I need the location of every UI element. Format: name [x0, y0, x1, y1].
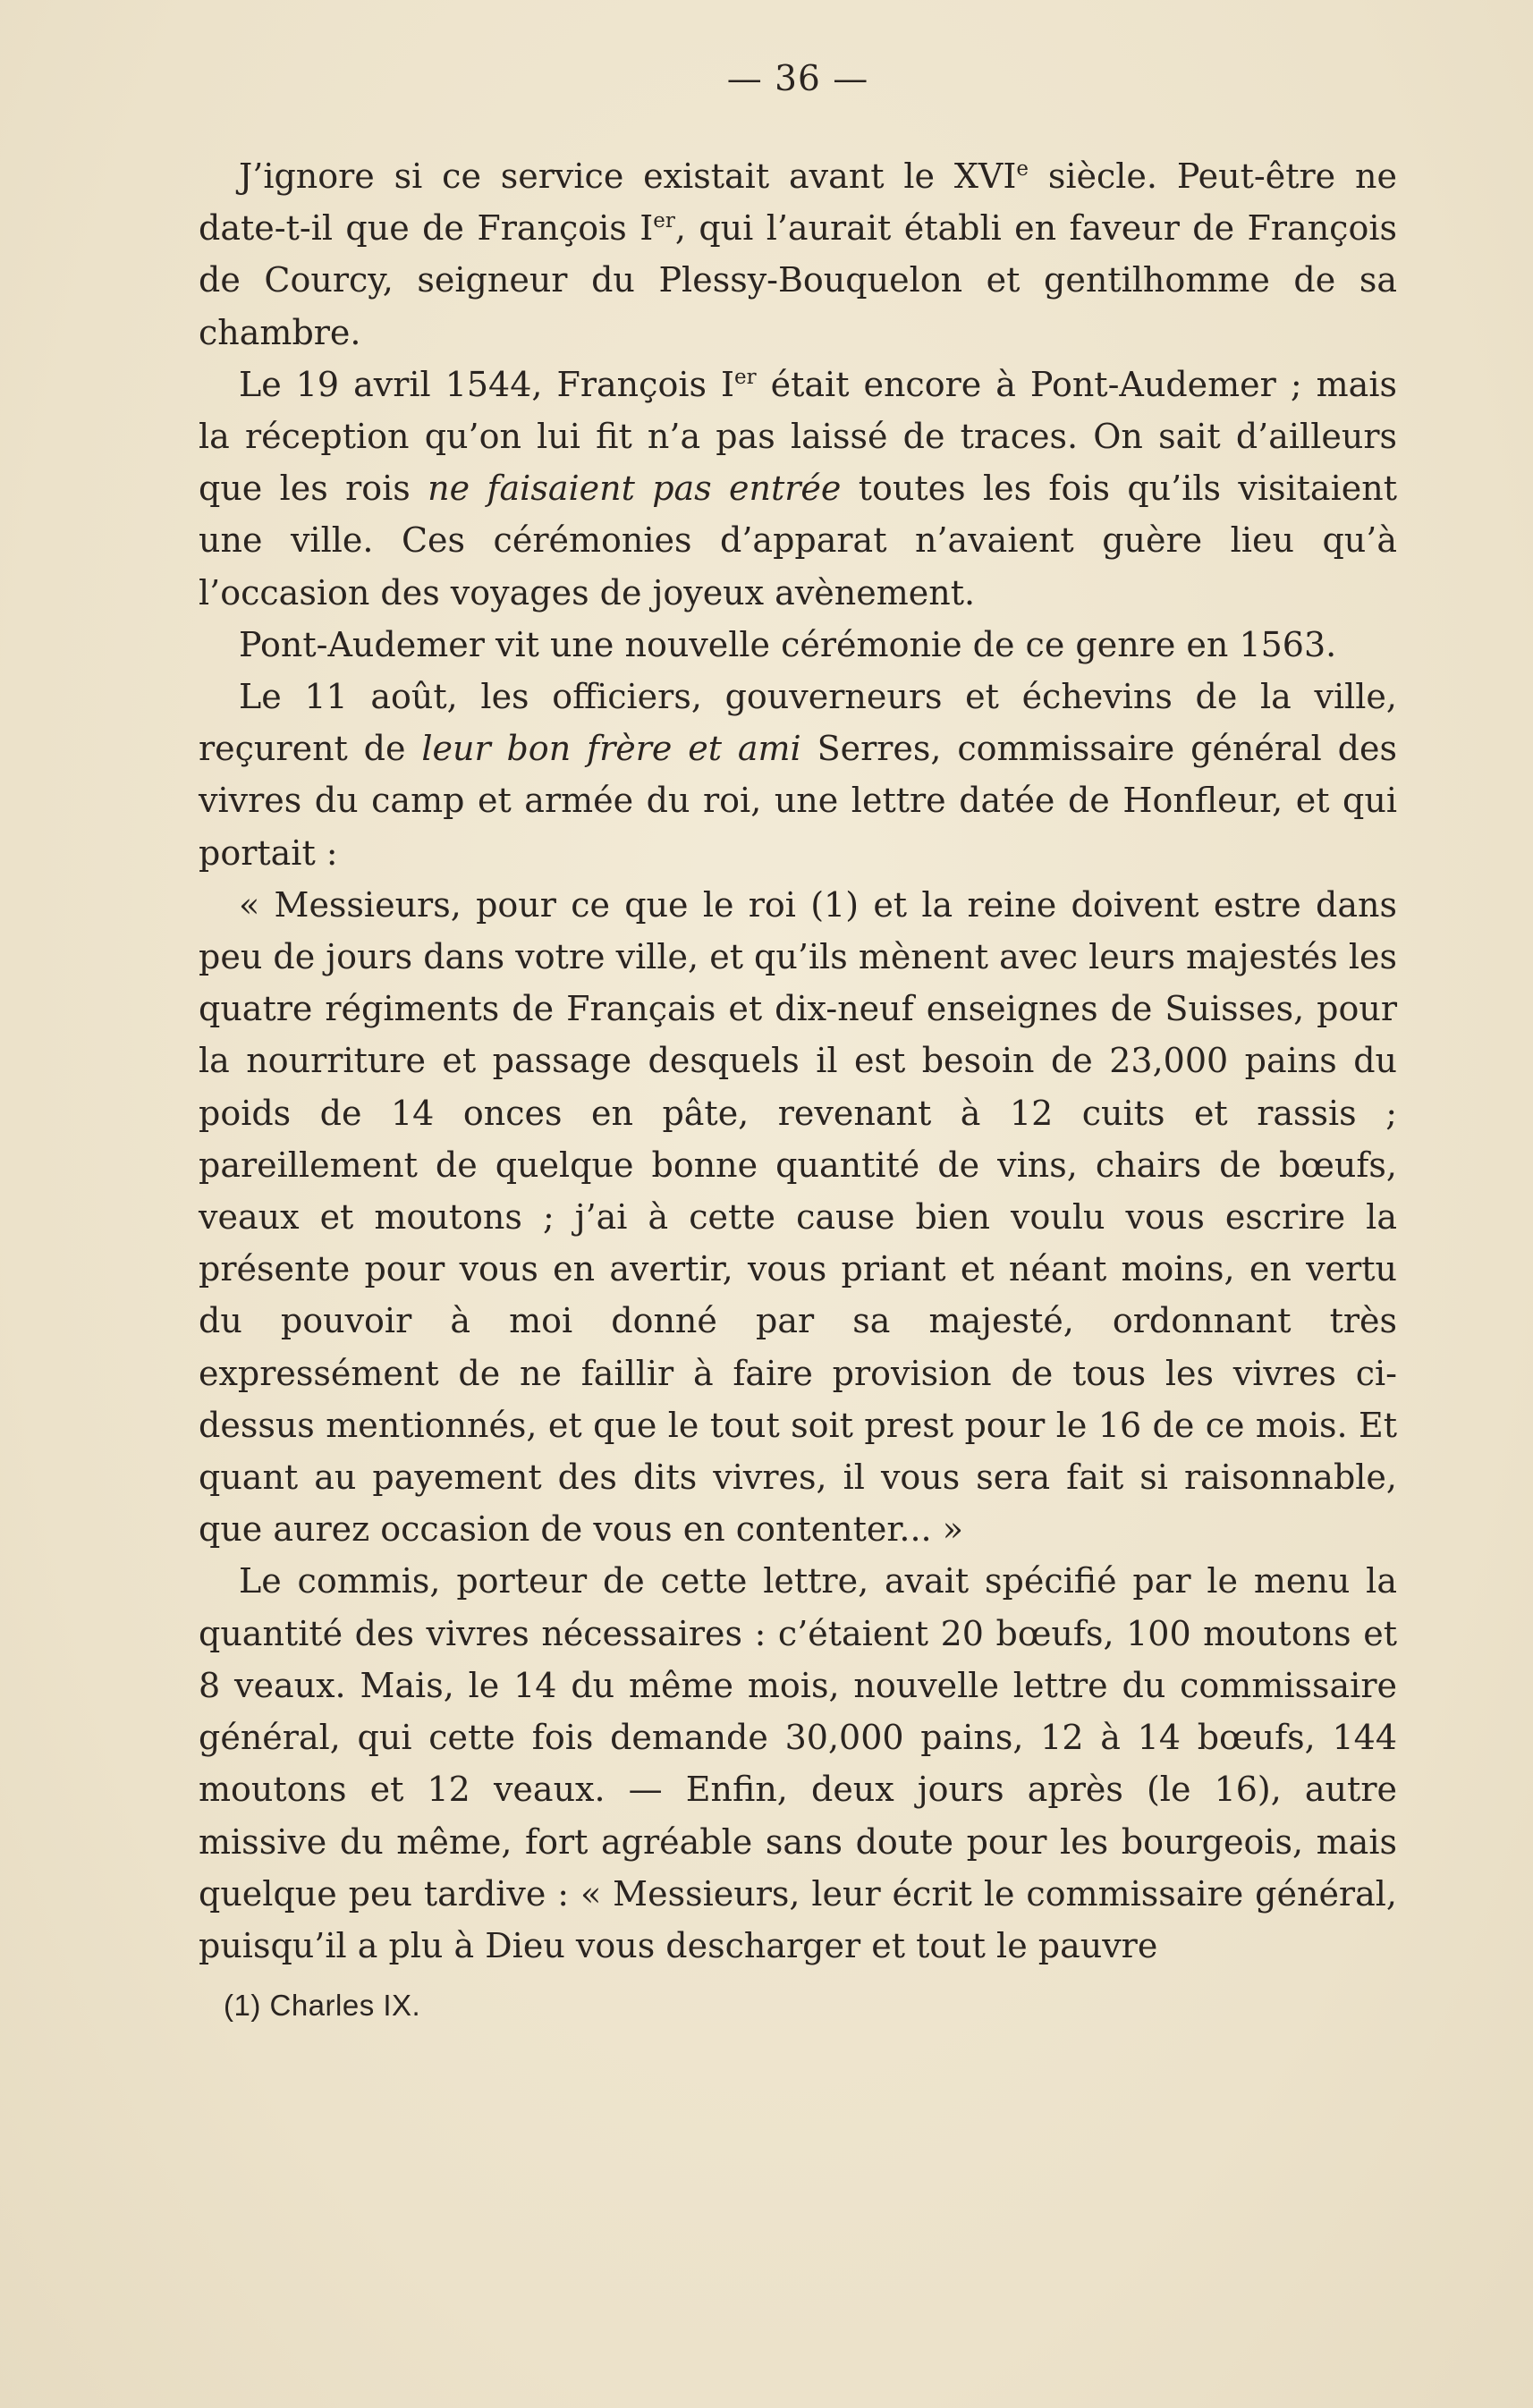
p2-text-a: Le 19 avril 1544, François I [239, 364, 734, 404]
paragraph-3: Pont-Audemer vit une nouvelle cérémonie de ce genre en 1563. [239, 624, 1337, 664]
p2-text-c: toutes les fois qu’ils visitaient une ville. Ces cérémonies d’apparat n’avaient guère lieu qu’à l’occasion des voyages de joyeux avènement. [199, 469, 1397, 613]
p4-text-b: Serres, commissaire général des vivres du camp et armée du roi, une lettre datée de Honfleur, et qui portait : [199, 729, 1397, 873]
p1-sup-b: er [653, 209, 675, 233]
p2-italic: ne faisaient pas entrée [428, 469, 842, 509]
p2-text-b: était encore à Pont-Audemer ; mais la réception qu’on lui fit n’a pas laissé de traces. On sait d’ailleurs que les rois [199, 364, 1397, 509]
p2-sup-a: er [734, 365, 757, 389]
p4-text-a: Le 11 août, les officiers, gouverneurs et échevins de la ville, reçurent de [199, 677, 1397, 769]
paragraph-6: Le commis, porteur de cette lettre, avait spécifié par le menu la quantité des vivres nécessaires : c’étaient 20 bœufs, 100 moutons et 8 veaux. Mais, le 14 du même mois, nouvelle lettre du commissaire général, qui cette fois demande 30,000 pains, 12 à 14 bœufs, 144 moutons et 12 veaux. — Enfin, deux jours après (le 16), autre missive du même, fort agréable sans doute pour les bourgeois, mais quelque peu tardive : « Messieurs, leur écrit le commissaire général, puisqu’il a plu à Dieu vous descharger et tout le pauvre [199, 1561, 1397, 1965]
paragraph-1 [199, 150, 1397, 359]
body-text [199, 150, 1397, 1972]
p1-text-c: , qui l’aurait établi en faveur de François de Courcy, seigneur du Plessy-Bouquelon et gentilhomme de sa chambre. [199, 208, 1397, 352]
paragraph-4 [199, 671, 1397, 879]
p1-text-b: siècle. Peut-être ne date-t-il que de François I [199, 156, 1397, 249]
footnote: (1) Charles IX. [224, 1989, 421, 2022]
p1-text-a: J’ignore si ce service existait avant le XVI [239, 156, 1017, 196]
paragraph-5-letter-quote: « Messieurs, pour ce que le roi (1) et la reine doivent estre dans peu de jours dans votre ville, et qu’ils mènent avec leurs majestés les quatre régiments de Français et dix-neuf enseignes de Suisses, pour la nourriture et passage desquels il est besoin de 23,000 pains du poids de 14 onces en pâte, revenant à 12 cuits et rassis ; pareillement de quelque bonne quantité de vins, chairs de bœufs, veaux et moutons ; j’ai à cette cause bien voulu vous escrire la présente pour vous en avertir, vous priant et néant moins, en vertu du pouvoir à moi donné par sa majesté, ordonnant très expressément de ne faillir à faire provision de tous les vivres ci-dessus mentionnés, et que le tout soit prest pour le 16 de ce mois. Et quant au payement des dits vivres, il vous sera fait si raisonnable, que aurez occasion de vous en contenter... » [199, 884, 1397, 1550]
p4-italic: leur bon frère et ami [421, 729, 801, 769]
p1-sup-a: e [1016, 157, 1029, 181]
page-number: — 36 — [726, 59, 869, 99]
paragraph-2 [199, 359, 1397, 619]
